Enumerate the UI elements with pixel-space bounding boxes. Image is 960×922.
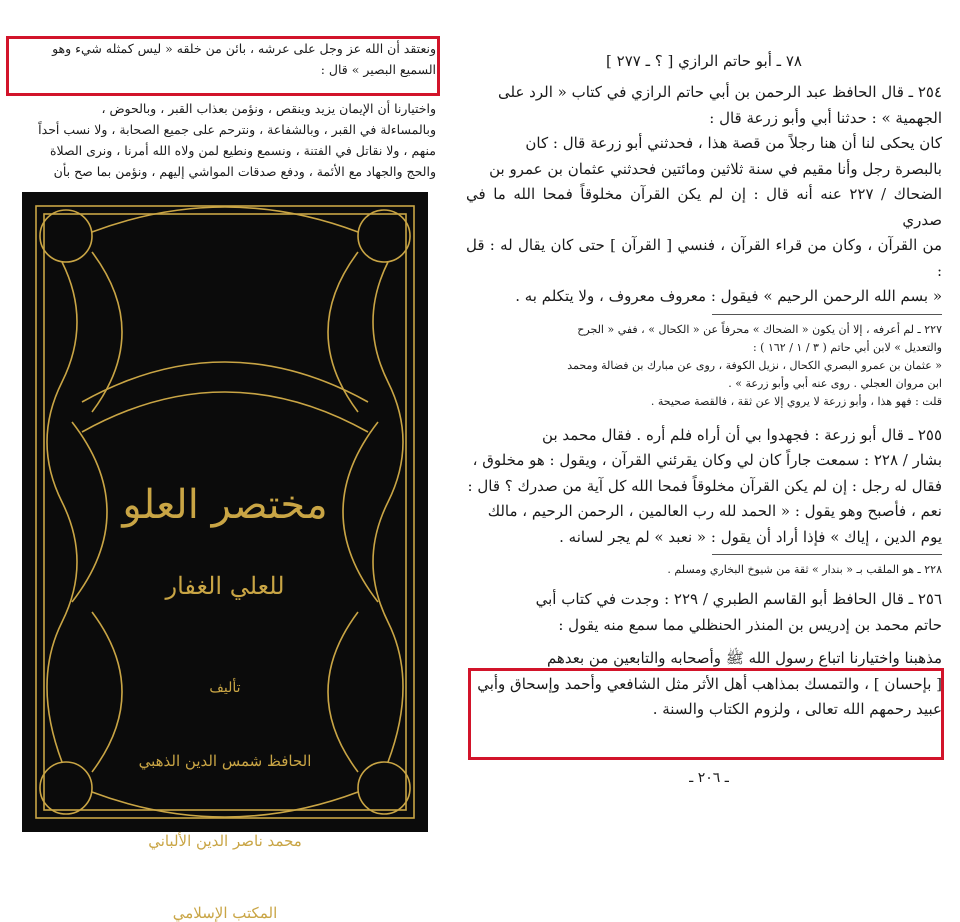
- text-line: الجهمية » : حدثنا أبي وأبو زرعة قال :: [709, 108, 942, 127]
- text-line: نعم ، فأصبح وهو يقول : « الحمد لله رب العالمين ، الرحمن الرحيم ، مالك: [487, 502, 942, 520]
- cover-authored-by: تأليف: [209, 680, 241, 696]
- text-line: السميع البصير » قال :: [320, 62, 436, 77]
- footnote-line: ٢٢٧ ـ لم أعرفه ، إلا أن يكون « الضحاك » محرفاً عن « الكحال » ، ففي « الجرح: [577, 322, 942, 336]
- cover-editor: محمد ناصر الدين الألباني: [148, 832, 302, 850]
- page-number: ـ ٢٠٦ ـ: [689, 770, 729, 786]
- left-page-body: [8, 98, 436, 188]
- footnote-divider: [712, 314, 942, 315]
- text-line: فقال له رجل : إن لم يكن القرآن مخلوقاً فمحا الله كل آية من صدرك ؟ قال :: [467, 476, 942, 495]
- text-line: كان يحكى لنا أن هنا رجلاً من قصة هذا ، فحدثني أبو زرعة قال : كان: [525, 134, 942, 152]
- cover-publisher: المكتب الإسلامي: [172, 904, 278, 922]
- text-line: ونعتقد أن الله عز وجل على عرشه ، بائن من خلقه « ليس كمثله شيء وهو: [52, 41, 436, 56]
- footnote-line: ابن مروان العجلي . روى عنه أبي وأبو زرعة » .: [728, 376, 942, 390]
- highlight-box-right: [468, 668, 944, 760]
- text-line: يوم الدين ، إياك » فإذا أراد أن يقول : « نعبد » لم يجر لسانه .: [559, 527, 942, 546]
- footnote-line: « عثمان بن عمرو البصري الكحال ، نزيل الكوفة ، روى عن مبارك بن فضالة ومحمد: [567, 358, 942, 372]
- text-line: من القرآن ، وكان من قراء القرآن ، فنسي [ القرآن ] حتى كان يقال له : قل :: [466, 236, 942, 280]
- text-line: وبالمساءلة في القبر ، وبالشفاعة ، ونترحم على جميع الصحابة ، ولا نسب أحداً: [38, 122, 436, 137]
- highlighted-line: [ بإحسان ] ، والتمسك بمذاهب أهل الأثر مثل الشافعي وأحمد وإسحاق وأبي: [477, 674, 942, 693]
- text-line: حاتم محمد بن إدريس بن المنذر الحنظلي مما سمع منه يقول :: [558, 615, 942, 634]
- footnote-line: قلت : فهو هذا ، وأبو زرعة لا يروي إلا عن ثقة ، فالقصة صحيحة .: [650, 394, 942, 408]
- text-line: ٢٥٦ ـ قال الحافظ أبو القاسم الطبري / ٢٢٩ : وجدت في كتاب أبي: [535, 590, 942, 608]
- text-line: واختيارنا أن الإيمان يزيد وينقص ، ونؤمن بعذاب القبر ، وبالحوض ،: [101, 101, 436, 116]
- cover-author: الحافظ شمس الدين الذهبي: [138, 752, 312, 770]
- text-line: والحج والجهاد مع الأئمة ، ودفع صدقات المواشي إليهم ، ونؤمن بما صح بأن: [53, 164, 436, 179]
- cover-subtitle: للعلي الغفار: [165, 572, 285, 600]
- text-line: « بسم الله الرحمن الرحيم » فيقول : معروف معروف ، ولا يتكلم به .: [515, 287, 942, 305]
- footnote-divider: [712, 554, 942, 555]
- text-line: منهم ، ولا نقاتل في الفتنة ، ونسمع ونطيع لمن ولاه الله أمرنا ، ونرى الصلاة: [49, 143, 436, 158]
- text-line: ٢٥٥ ـ قال أبو زرعة : فجهدوا بي أن أراه فلم أره . فقال محمد بن: [542, 425, 942, 444]
- book-cover: [22, 192, 428, 922]
- highlighted-line: عبيد رحمهم الله تعالى ، ولزوم الكتاب والسنة .: [652, 700, 942, 718]
- text-line: الضحاك / ٢٢٧ عنه أنه قال : إن لم يكن القرآن مخلوقاً فمحا الله ما في صدري: [466, 185, 942, 229]
- footnote-line: ٢٢٨ ـ هو الملقب بـ « بندار » ثقة من شيوخ البخاري ومسلم .: [667, 563, 942, 576]
- chapter-header: ٧٨ ـ أبو حاتم الرازي [ ؟ ـ ٢٧٧ ]: [606, 52, 802, 70]
- text-line: بالبصرة رجل وأنا مقيم في سنة ثلاثين ومائتين فحدثني عثمان بن عمرو بن: [489, 159, 942, 178]
- highlight-box-left: [6, 36, 440, 96]
- cover-title: مختصر العلو: [122, 482, 328, 528]
- highlighted-line: مذهبنا واختيارنا اتباع رسول الله ﷺ وأصحابه والتابعين من بعدهم: [546, 649, 942, 667]
- footnote-line: والتعديل » لابن أبي حاتم ( ٣ / ١ / ١٦٢ ) :: [752, 340, 942, 354]
- text-line: ٢٥٤ ـ قال الحافظ عبد الرحمن بن أبي حاتم الرازي في كتاب « الرد على: [497, 83, 942, 101]
- text-line: بشار / ٢٢٨ : سمعت جاراً كان لي وكان يقرئني القرآن ، ويقول : هو مخلوق ،: [472, 451, 942, 469]
- right-page: [466, 44, 942, 723]
